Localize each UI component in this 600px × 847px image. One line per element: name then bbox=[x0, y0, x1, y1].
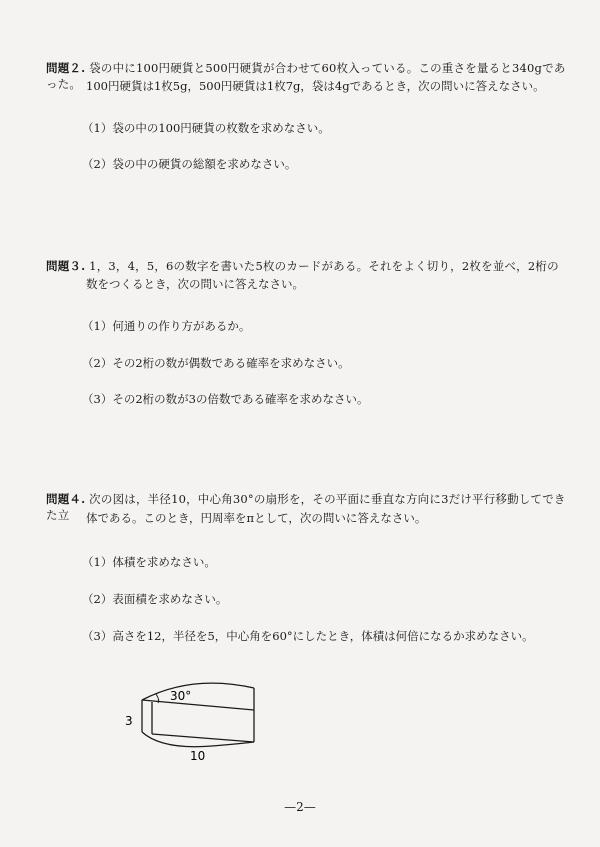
question-4-line2: 体である。このとき，円周率をπとして，次の問いに答えなさい。 bbox=[86, 511, 427, 525]
page-number: —2— bbox=[284, 800, 316, 814]
question-3-item-3: （3）その2桁の数が3の倍数である確率を求めなさい。 bbox=[82, 392, 369, 406]
height-label: 3 bbox=[125, 714, 133, 728]
question-3-text bbox=[46, 258, 566, 274]
question-3-line1: 1，3，4，5，6の数字を書いた5枚のカードがある。それをよく切り，2枚を並べ，2桁の bbox=[89, 259, 559, 273]
bottom-radius bbox=[152, 734, 254, 742]
question-2-item-2: （2）袋の中の硬貨の総額を求めなさい。 bbox=[82, 157, 297, 171]
angle-label: 30° bbox=[170, 689, 192, 703]
question-3-item-2: （2）その2桁の数が偶数である確率を求めなさい。 bbox=[82, 356, 350, 370]
question-4-line1: 次の図は，半径10，中心角30°の扇形を，その平面に垂直な方向に3だけ平行移動してできた立 bbox=[46, 492, 566, 522]
radius-label: 10 bbox=[190, 749, 206, 763]
sector-prism-figure bbox=[122, 680, 272, 770]
question-4-label: 問題４. bbox=[46, 492, 86, 506]
question-2-line2: 100円硬貨は1枚5g，500円硬貨は1枚7g，袋は4gであるとき，次の問いに答えなさい。 bbox=[86, 79, 545, 93]
question-2-item-1: （1）袋の中の100円硬貨の枚数を求めなさい。 bbox=[82, 121, 330, 135]
top-arc bbox=[142, 683, 254, 700]
question-3-label: 問題３. bbox=[46, 259, 86, 273]
question-4-item-2: （2）表面積を求めなさい。 bbox=[82, 592, 228, 606]
question-4-item-1: （1）体積を求めなさい。 bbox=[82, 555, 216, 569]
question-3-item-1: （1）何通りの作り方があるか。 bbox=[82, 319, 251, 333]
question-3-line2: 数をつくるとき，次の問いに答えなさい。 bbox=[86, 277, 305, 291]
question-4-item-3: （3）高さを12，半径を5，中心角を60°にしたとき，体積は何倍になるか求めなさい。 bbox=[82, 629, 534, 643]
question-2-line1: 袋の中に100円硬貨と500円硬貨が合わせて60枚入っている。この重さを量ると340gであった。 bbox=[46, 61, 566, 91]
question-2-label: 問題２. bbox=[46, 61, 86, 75]
